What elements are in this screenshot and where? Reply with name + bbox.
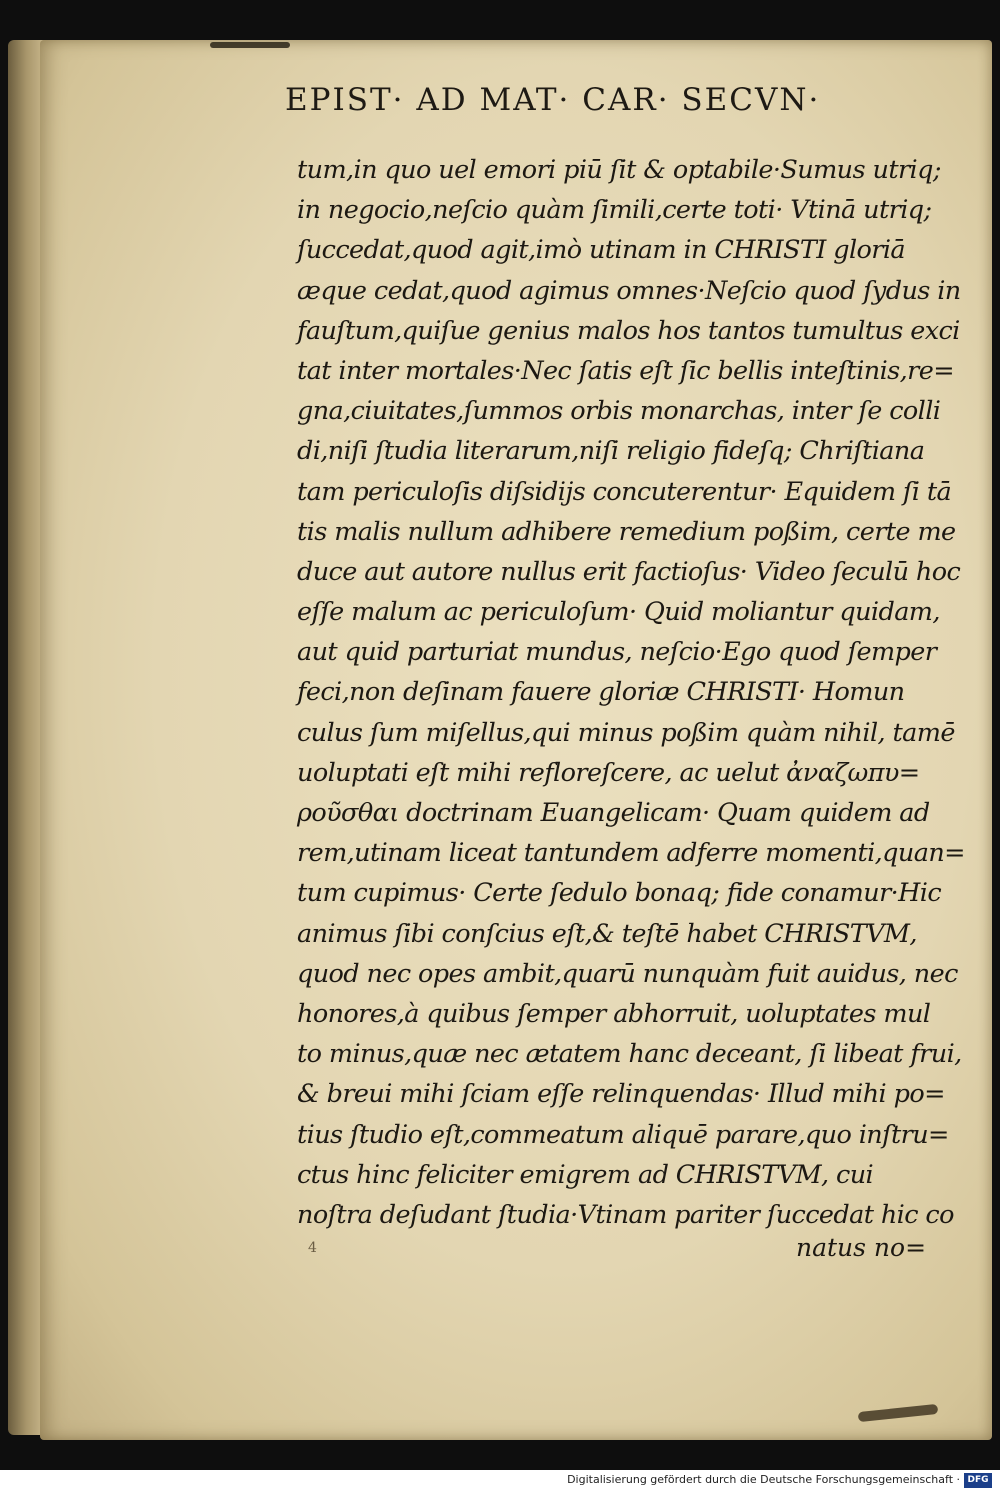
text-line: culus ſum miſellus,qui minus poßim quàm nihil, tamē: [297, 717, 955, 748]
text-line: honores,à quibus ſemper abhorruit, uoluptates mul: [297, 998, 931, 1029]
text-line: rem,utinam liceat tantundem adferre momenti,quan=: [297, 838, 965, 869]
text-line: tum cupimus· Certe ſedulo bonaq; fide conamur·Hic: [297, 878, 942, 909]
text-line: quod nec opes ambit,quarū nunquàm fuit auidus, nec: [297, 958, 958, 989]
text-line: ctus hinc feliciter emigrem ad CHRISTVM, cui: [297, 1159, 874, 1190]
footer-bar: [0, 1470, 1000, 1491]
text-line: di,niſi ſtudia literarum,niſi religio fideſq; Chriſtiana: [297, 436, 925, 467]
text-line: æque cedat,quod agimus omnes·Neſcio quod ſydus in: [297, 275, 961, 306]
text-line: tius ſtudio eſt,commeatum aliquē parare,quo inſtru=: [297, 1119, 949, 1150]
running-head: EPIST· AD MAT· CAR· SECVN·: [285, 82, 821, 118]
text-line: animus ſibi conſcius eſt,& teſtē habet CHRISTVM,: [297, 918, 917, 949]
text-line: & breui mihi ſciam eſſe relinquendas· Illud mihi po=: [297, 1079, 945, 1110]
text-line: ροῦσθαι doctrinam Euangelicam· Quam quidem ad: [297, 798, 930, 828]
text-line: fauſtum,quiſue genius malos hos tantos tumultus exci: [297, 315, 960, 346]
text-line: tat inter mortales·Nec ſatis eſt ſic bellis inteſtinis,re=: [297, 355, 954, 386]
text-line: feci,non deſinam fauere gloriæ CHRISTI· Homun: [297, 677, 905, 708]
ink-smudge-top: [210, 42, 290, 48]
text-line: in negocio,neſcio quàm ſimili,certe toti· Vtinā utriq;: [297, 195, 932, 226]
text-line: noſtra deſudant ſtudia·Vtinam pariter ſuccedat hic co: [297, 1199, 954, 1230]
dfg-logo: DFG: [964, 1473, 992, 1488]
text-line: tis malis nullum adhibere remedium poßim, certe me: [297, 516, 956, 547]
body-text: [297, 150, 965, 1235]
text-line: tum,in quo uel emori piū ſit & optabile·Sumus utriq;: [297, 155, 941, 185]
text-line: gna,ciuitates,ſummos orbis monarchas, inter ſe colli: [297, 396, 941, 427]
catchword: natus no=: [796, 1233, 927, 1262]
text-line: uoluptati eſt mihi refloreſcere, ac uelut ἀναζωπυ=: [297, 757, 920, 788]
text-line: duce aut autore nullus erit factioſus· Video ſeculū hoc: [297, 556, 961, 587]
text-line: tam periculoſis diſsidijs concuterentur· Equidem ſi tā: [297, 476, 952, 507]
footer-credit: Digitalisierung gefördert durch die Deutsche Forschungsgemeinschaft ·: [567, 1473, 960, 1486]
text-line: to minus,quæ nec ætatem hanc deceant, ſi libeat frui,: [297, 1039, 962, 1070]
text-line: ſuccedat,quod agit,imò utinam in CHRISTI gloriā: [297, 235, 906, 266]
page-mark: 4: [308, 1240, 317, 1256]
text-line: aut quid parturiat mundus, neſcio·Ego quod ſemper: [297, 637, 937, 668]
text-line: eſſe malum ac periculoſum· Quid moliantur quidam,: [297, 597, 940, 628]
